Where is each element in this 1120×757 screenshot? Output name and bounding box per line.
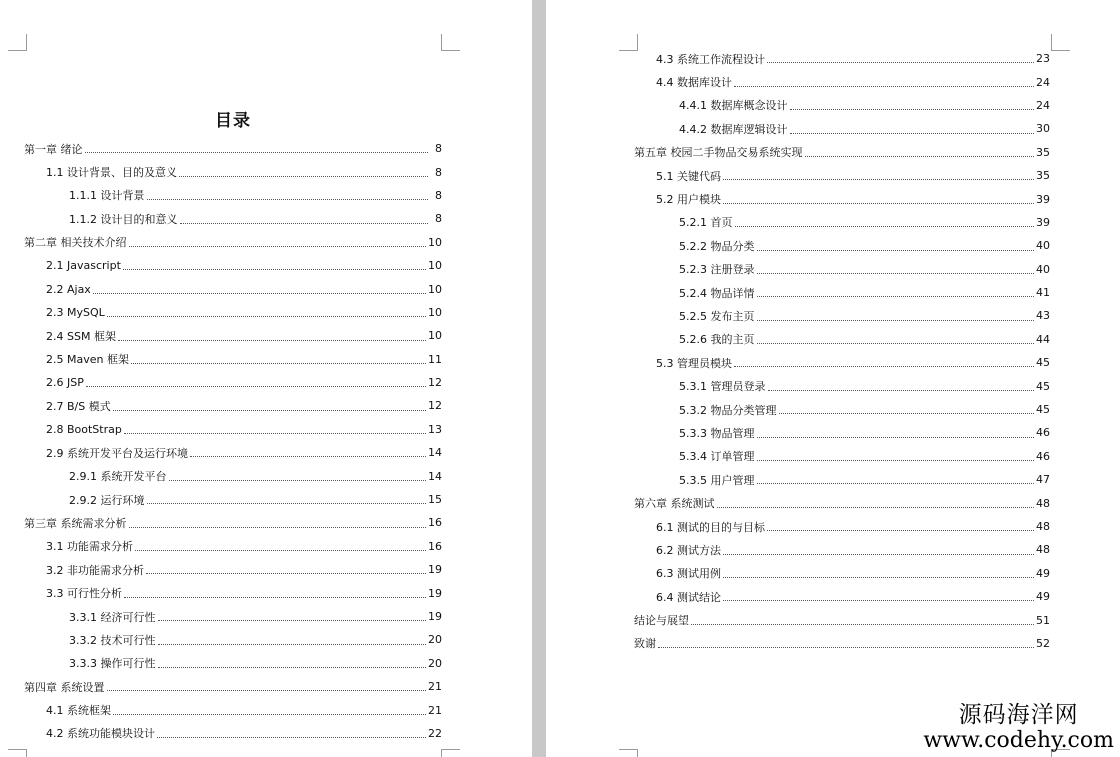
toc-dot-leader [86, 385, 426, 387]
toc-dot-leader [147, 198, 429, 200]
toc-title: 目录 [215, 111, 251, 131]
toc-entry[interactable] [634, 562, 1050, 585]
toc-dot-leader [158, 619, 427, 621]
toc-entry-label: 第二章 相关技术介绍 [24, 236, 127, 250]
toc-entry[interactable] [24, 558, 442, 581]
toc-entry-page-number: 11 [428, 352, 442, 366]
toc-entry-page-number: 14 [428, 469, 442, 483]
crop-mark [8, 749, 27, 757]
toc-entry-label: 5.2.5 发布主页 [679, 309, 755, 323]
toc-entry-label: 5.2.4 物品详情 [679, 286, 755, 300]
toc-entry-label: 第四章 系统设置 [24, 680, 105, 694]
toc-entry-page-number: 24 [1036, 75, 1050, 89]
toc-dot-leader [124, 432, 426, 434]
toc-entry-label: 2.9 系统开发平台及运行环境 [46, 446, 188, 460]
site-watermark [923, 701, 1114, 753]
toc-entry[interactable] [24, 394, 442, 417]
toc-entry-label: 1.1.2 设计目的和意义 [69, 212, 178, 226]
toc-entry-page-number: 46 [1036, 449, 1050, 463]
toc-entry-label: 2.8 BootStrap [46, 422, 122, 436]
toc-entry[interactable] [634, 70, 1050, 93]
toc-entry-label: 3.3.3 操作可行性 [69, 657, 156, 671]
toc-entry[interactable] [634, 351, 1050, 374]
toc-dot-leader [735, 225, 1035, 227]
toc-dot-leader [734, 85, 1034, 87]
toc-entry-label: 2.7 B/S 模式 [46, 399, 111, 413]
toc-entry-page-number: 24 [1036, 98, 1050, 112]
toc-entry-label: 4.3 系统工作流程设计 [656, 52, 765, 66]
toc-entry-page-number: 20 [428, 633, 442, 647]
toc-entry-page-number: 19 [428, 563, 442, 577]
toc-entry-page-number: 35 [1036, 169, 1050, 183]
toc-entry[interactable] [634, 468, 1050, 491]
toc-dot-leader [190, 455, 426, 457]
toc-dot-leader [147, 502, 427, 504]
toc-entry-label: 5.3.1 管理员登录 [679, 380, 766, 394]
toc-entry-page-number: 21 [428, 680, 442, 694]
toc-dot-leader [790, 108, 1035, 110]
toc-entry[interactable] [24, 418, 442, 441]
toc-entry-label: 5.2.2 物品分类 [679, 239, 755, 253]
toc-dot-leader [723, 553, 1034, 555]
toc-entry-page-number: 46 [1036, 426, 1050, 440]
toc-dot-leader [123, 268, 426, 270]
toc-entry-label: 5.3.2 物品分类管理 [679, 403, 777, 417]
toc-entry-label: 致谢 [634, 637, 656, 651]
toc-entry-label: 5.2.1 首页 [679, 216, 733, 230]
toc-entry-page-number: 10 [428, 235, 442, 249]
toc-entry[interactable] [634, 398, 1050, 421]
toc-entry-label: 5.3.3 物品管理 [679, 426, 755, 440]
toc-entry-label: 3.3.1 经济可行性 [69, 610, 156, 624]
toc-entry-page-number: 14 [428, 446, 442, 460]
toc-dot-leader [118, 339, 426, 341]
toc-entry[interactable] [634, 585, 1050, 608]
toc-dot-leader [757, 319, 1035, 321]
toc-entry[interactable] [24, 348, 442, 371]
watermark-name: 源码海洋网 [958, 702, 1079, 728]
toc-entry[interactable] [24, 628, 442, 651]
toc-entry-label: 4.4.2 数据库逻辑设计 [679, 122, 788, 136]
toc-entry[interactable] [24, 254, 442, 277]
toc-entry-label: 2.4 SSM 框架 [46, 329, 116, 343]
toc-entry-label: 5.2 用户模块 [656, 193, 721, 207]
toc-entry-page-number: 21 [428, 703, 442, 717]
toc-entry-label: 5.3 管理员模块 [656, 356, 732, 370]
toc-entry[interactable] [634, 187, 1050, 210]
toc-list-left [24, 137, 442, 745]
toc-entry-page-number: 52 [1036, 636, 1050, 650]
toc-entry-label: 4.4.1 数据库概念设计 [679, 99, 788, 113]
toc-dot-leader [158, 643, 427, 645]
toc-entry-page-number: 39 [1036, 215, 1050, 229]
toc-entry-label: 5.2.6 我的主页 [679, 333, 755, 347]
toc-entry[interactable] [24, 464, 442, 487]
toc-dot-leader [790, 132, 1035, 134]
toc-entry[interactable] [634, 304, 1050, 327]
toc-entry-label: 5.3.4 订单管理 [679, 450, 755, 464]
toc-dot-leader [180, 222, 429, 224]
toc-entry-label: 2.1 Javascript [46, 259, 121, 273]
toc-entry[interactable] [634, 328, 1050, 351]
crop-mark [619, 749, 638, 757]
toc-entry[interactable] [634, 234, 1050, 257]
toc-entry-label: 5.1 关键代码 [656, 169, 721, 183]
toc-entry[interactable] [24, 137, 442, 160]
toc-entry-page-number: 12 [428, 399, 442, 413]
toc-dot-leader [757, 272, 1035, 274]
toc-entry[interactable] [24, 160, 442, 183]
toc-entry[interactable] [634, 281, 1050, 304]
toc-entry-page-number: 49 [1036, 566, 1050, 580]
toc-dot-leader [131, 362, 426, 364]
toc-entry-label: 4.2 系统功能模块设计 [46, 727, 155, 741]
toc-entry-label: 2.5 Maven 框架 [46, 353, 129, 367]
toc-entry[interactable] [634, 94, 1050, 117]
toc-entry-page-number: 48 [1036, 496, 1050, 510]
toc-entry-page-number: 39 [1036, 192, 1050, 206]
toc-dot-leader [124, 596, 426, 598]
toc-entry-page-number: 47 [1036, 473, 1050, 487]
toc-dot-leader [158, 666, 427, 668]
toc-entry-page-number: 43 [1036, 309, 1050, 323]
toc-entry-label: 6.3 测试用例 [656, 567, 721, 581]
toc-entry[interactable] [24, 184, 442, 207]
toc-entry-page-number: 8 [435, 142, 442, 156]
toc-dot-leader [757, 482, 1035, 484]
crop-mark [441, 749, 460, 757]
toc-entry-label: 第五章 校园二手物品交易系统实现 [634, 146, 803, 160]
toc-dot-leader [805, 155, 1035, 157]
toc-entry[interactable] [634, 515, 1050, 538]
crop-mark [1051, 34, 1070, 51]
toc-dot-leader [723, 178, 1034, 180]
toc-entry[interactable] [634, 608, 1050, 631]
toc-entry[interactable] [24, 722, 442, 745]
toc-entry-label: 1.1.1 设计背景 [69, 189, 145, 203]
toc-entry-page-number: 30 [1036, 122, 1050, 136]
toc-entry[interactable] [634, 211, 1050, 234]
toc-dot-leader [107, 689, 427, 691]
toc-entry-page-number: 10 [428, 305, 442, 319]
toc-entry-label: 第六章 系统测试 [634, 497, 715, 511]
toc-entry-page-number: 16 [428, 516, 442, 530]
toc-dot-leader [757, 342, 1035, 344]
toc-entry-label: 1.1 设计背景、目的及意义 [46, 166, 177, 180]
toc-dot-leader [767, 529, 1034, 531]
toc-dot-leader [85, 151, 429, 153]
document-page-left [0, 0, 532, 757]
toc-entry[interactable] [634, 421, 1050, 444]
toc-entry-page-number: 35 [1036, 145, 1050, 159]
toc-entry-label: 第三章 系统需求分析 [24, 516, 127, 530]
crop-mark [8, 34, 27, 51]
toc-entry-label: 2.9.1 系统开发平台 [69, 470, 167, 484]
toc-entry[interactable] [634, 47, 1050, 70]
toc-dot-leader [734, 365, 1034, 367]
toc-dot-leader [779, 412, 1035, 414]
toc-entry-label: 5.3.5 用户管理 [679, 473, 755, 487]
toc-dot-leader [157, 736, 426, 738]
toc-entry-page-number: 40 [1036, 239, 1050, 253]
toc-dot-leader [169, 479, 427, 481]
toc-dot-leader [113, 409, 426, 411]
toc-entry-label: 6.4 测试结论 [656, 590, 721, 604]
toc-entry-page-number: 45 [1036, 356, 1050, 370]
toc-entry-label: 第一章 绪论 [24, 142, 83, 156]
toc-entry[interactable] [24, 301, 442, 324]
toc-entry[interactable] [634, 164, 1050, 187]
toc-entry-page-number: 10 [428, 329, 442, 343]
toc-entry[interactable] [634, 141, 1050, 164]
toc-entry-label: 4.4 数据库设计 [656, 76, 732, 90]
toc-dot-leader [723, 576, 1034, 578]
toc-entry[interactable] [24, 231, 442, 254]
toc-dot-leader [129, 245, 427, 247]
toc-dot-leader [757, 295, 1035, 297]
toc-entry[interactable] [24, 488, 442, 511]
toc-dot-leader [658, 646, 1034, 648]
toc-dot-leader [717, 506, 1035, 508]
document-page-right [546, 0, 1120, 757]
toc-entry-label: 4.1 系统框架 [46, 704, 111, 718]
toc-entry-label: 6.1 测试的目的与目标 [656, 520, 765, 534]
toc-entry-label: 3.2 非功能需求分析 [46, 563, 144, 577]
toc-entry-page-number: 40 [1036, 262, 1050, 276]
page-gutter [532, 0, 546, 757]
toc-entry[interactable] [634, 445, 1050, 468]
toc-entry-page-number: 41 [1036, 286, 1050, 300]
toc-entry-page-number: 23 [1036, 52, 1050, 66]
toc-entry-label: 2.2 Ajax [46, 282, 91, 296]
toc-entry-label: 3.3.2 技术可行性 [69, 633, 156, 647]
toc-entry[interactable] [634, 491, 1050, 514]
toc-dot-leader [93, 292, 426, 294]
toc-entry-page-number: 49 [1036, 590, 1050, 604]
toc-entry[interactable] [634, 538, 1050, 561]
toc-entry[interactable] [24, 371, 442, 394]
toc-entry-page-number: 19 [428, 610, 442, 623]
toc-entry-page-number: 15 [428, 493, 442, 507]
toc-entry-label: 2.6 JSP [46, 376, 84, 390]
toc-dot-leader [723, 599, 1034, 601]
toc-dot-leader [757, 459, 1035, 461]
toc-dot-leader [757, 436, 1035, 438]
toc-entry-page-number: 45 [1036, 379, 1050, 393]
toc-dot-leader [768, 389, 1035, 391]
toc-entry[interactable] [24, 324, 442, 347]
toc-entry-page-number: 10 [428, 259, 442, 273]
toc-entry[interactable] [24, 511, 442, 534]
toc-dot-leader [113, 713, 426, 715]
toc-entry[interactable] [24, 652, 442, 675]
watermark-url: www.codehy.com [923, 728, 1114, 753]
toc-entry-label: 3.3 可行性分析 [46, 587, 122, 601]
toc-dot-leader [723, 202, 1034, 204]
toc-entry-page-number: 45 [1036, 403, 1050, 417]
toc-list-right [634, 47, 1050, 655]
toc-entry-label: 2.3 MySQL [46, 305, 105, 319]
toc-entry-page-number: 48 [1036, 543, 1050, 557]
toc-dot-leader [767, 61, 1034, 63]
toc-entry-label: 结论与展望 [634, 614, 689, 628]
toc-entry[interactable] [24, 605, 442, 628]
toc-dot-leader [757, 249, 1035, 251]
toc-entry[interactable] [24, 675, 442, 698]
toc-dot-leader [129, 526, 427, 528]
toc-entry-page-number: 16 [428, 539, 442, 553]
toc-dot-leader [691, 623, 1034, 625]
toc-entry-page-number: 8 [435, 165, 442, 179]
toc-entry[interactable] [24, 698, 442, 721]
toc-dot-leader [179, 175, 428, 177]
toc-entry[interactable] [24, 535, 442, 558]
toc-entry-page-number: 22 [428, 726, 442, 740]
toc-entry-label: 2.9.2 运行环境 [69, 493, 145, 507]
toc-entry-page-number: 13 [428, 422, 442, 436]
toc-entry-page-number: 48 [1036, 520, 1050, 533]
toc-dot-leader [146, 572, 426, 574]
toc-dot-leader [135, 549, 426, 551]
toc-entry-page-number: 19 [428, 586, 442, 600]
toc-entry[interactable] [24, 207, 442, 230]
toc-entry[interactable] [634, 117, 1050, 140]
toc-entry-page-number: 8 [435, 212, 442, 226]
toc-entry-page-number: 44 [1036, 332, 1050, 346]
toc-entry-page-number: 12 [428, 376, 442, 390]
toc-entry-label: 5.2.3 注册登录 [679, 263, 755, 277]
toc-entry-page-number: 8 [435, 188, 442, 202]
toc-entry[interactable] [634, 632, 1050, 655]
toc-entry[interactable] [24, 277, 442, 300]
toc-entry-label: 6.2 测试方法 [656, 543, 721, 557]
toc-entry[interactable] [634, 374, 1050, 397]
toc-entry-page-number: 10 [428, 282, 442, 296]
toc-entry-page-number: 51 [1036, 613, 1050, 627]
toc-entry[interactable] [24, 581, 442, 604]
toc-entry[interactable] [634, 258, 1050, 281]
crop-mark [441, 34, 460, 51]
toc-dot-leader [107, 315, 426, 317]
toc-entry-label: 3.1 功能需求分析 [46, 540, 133, 554]
toc-entry-page-number: 20 [428, 656, 442, 670]
toc-entry[interactable] [24, 441, 442, 464]
